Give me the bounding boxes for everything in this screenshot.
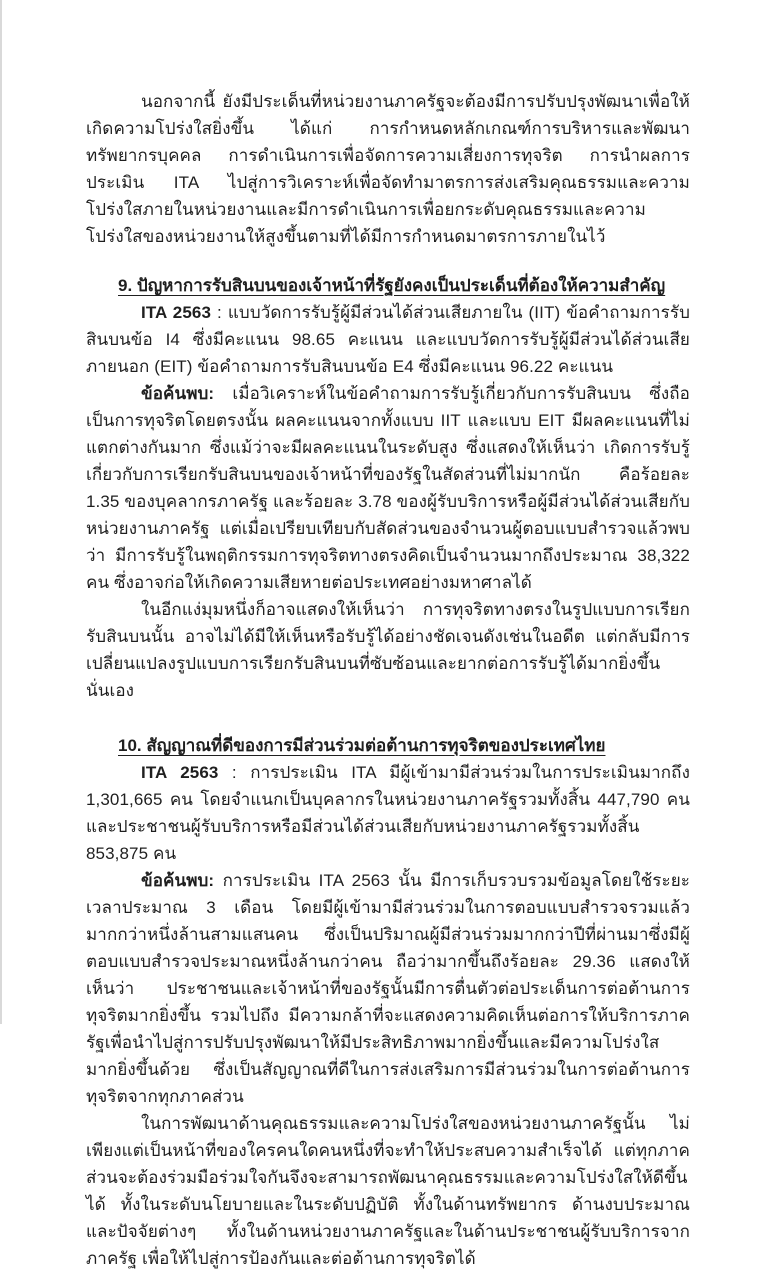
section-10-heading — [86, 732, 690, 759]
section-9-paragraph-ita — [86, 299, 690, 380]
section-9-ita-text: : แบบวัดการรับรู้ผู้มีส่วนได้ส่วนเสียภายใน (IIT) ข้อคำถามการรับสินบนข้อ I4 ซึ่งมีคะแนน 98.65 คะแนน และแบบวัดการรับรู้ผู้มีส่วนได้ส่วนเสียภายนอก (EIT) ข้อคำถามการรับสินบนข้อ E4 ซึ่งมีคะแนน 96.22 คะแนน — [86, 303, 690, 376]
section-9-ita-label: ITA 2563 — [141, 303, 212, 322]
section-10-paragraph-ita — [86, 759, 690, 867]
section-9-closing-text: ในอีกแง่มุมหนึ่งก็อาจแสดงให้เห็นว่า การทุจริตทางตรงในรูปแบบการเรียกรับสินบนนั้น อาจไม่ได้มีให้เห็นหรือรับรู้ได้อย่างชัดเจนดังเช่นในอดีต แต่กลับมีการเปลี่ยนแปลงรูปแบบการเรียกรับสินบนที่ซับซ้อนและยากต่อการรับรู้ได้มากยิ่งขึ้นนั่นเอง — [86, 600, 690, 700]
section-10-findings-text: การประเมิน ITA 2563 นั้น มีการเก็บรวบรวมข้อมูลโดยใช้ระยะเวลาประมาณ 3 เดือน โดยมีผู้เข้ามามีส่วนร่วมในการตอบแบบสำรวจรวมแล้วมากกว่าหนึ่งล้านสามแสนคน ซึ่งเป็นปริมาณผู้มีส่วนร่วมมากกว่าปีที่ผ่านมาซึ่งมีผู้ตอบแบบสำรวจประมาณหนึ่งล้านกว่าคน ถือว่ามากขึ้นถึงร้อยละ 29.36 แสดงให้เห็นว่า ประชาชนและเจ้าหน้าที่ของรัฐนั้นมีการตื่นตัวต่อประเด็นการต่อต้านการทุจริตมากยิ่งขึ้น รวมไปถึง มีความกล้าที่จะแสดงความคิดเห็นต่อการให้บริการภาครัฐเพื่อนำไปสู่การปรับปรุงพัฒนาให้มีประสิทธิภาพมากยิ่งขึ้นและมีความโปร่งใสมากยิ่งขึ้นด้วย ซึ่งเป็นสัญญาณที่ดีในการส่งเสริมการมีส่วนร่วมในการต่อต้านการทุจริตจากทุกภาคส่วน — [86, 871, 690, 1106]
section-9-paragraph-findings — [86, 380, 690, 596]
section-9-paragraph-closing — [86, 596, 690, 704]
intro-paragraph-text: นอกจากนี้ ยังมีประเด็นที่หน่วยงานภาครัฐจะต้องมีการปรับปรุงพัฒนาเพื่อให้เกิดความโปร่งใสยิ่งขึ้น ได้แก่ การกำหนดหลักเกณฑ์การบริหารและพัฒนาทรัพยากรบุคคล การดำเนินการเพื่อจัดการความเสี่ยงการทุจริต การนำผลการประเมิน ITA ไปสู่การวิเคราะห์เพื่อจัดทำมาตรการส่งเสริมคุณธรรมและความโปร่งใสภายในหน่วยงานและมีการดำเนินการเพื่อยกระดับคุณธรรมและความโปร่งใสของหน่วยงานให้สูงขึ้นตามที่ได้มีการกำหนดมาตรการภายในไว้ — [86, 92, 690, 246]
section-10-findings-label: ข้อค้นพบ: — [141, 871, 215, 890]
section-9 — [86, 272, 690, 704]
section-9-heading — [86, 272, 690, 299]
section-9-findings-label: ข้อค้นพบ: — [141, 384, 215, 403]
section-10-ita-text: : การประเมิน ITA มีผู้เข้ามามีส่วนร่วมในการประเมินมากถึง 1,301,665 คน โดยจำแนกเป็นบุคลากรในหน่วยงานภาครัฐรวมทั้งสิ้น 447,790 คน และประชาชนผู้รับบริการหรือมีส่วนได้ส่วนเสียกับหน่วยงานภาครัฐรวมทั้งสิ้น 853,875 คน — [86, 763, 690, 863]
intro-paragraph — [86, 88, 690, 250]
section-10-paragraph-findings — [86, 867, 690, 1110]
section-gap — [86, 704, 690, 710]
section-10 — [86, 732, 690, 1272]
section-9-findings-text: เมื่อวิเคราะห์ในข้อคำถามการรับรู้เกี่ยวกับการรับสินบน ซึ่งถือเป็นการทุจริตโดยตรงนั้น ผลคะแนนจากทั้งแบบ IIT และแบบ EIT มีผลคะแนนที่ไม่แตกต่างกันมาก ซึ่งแม้ว่าจะมีผลคะแนนในระดับสูง ซึ่งแสดงให้เห็นว่า เกิดการรับรู้เกี่ยวกับการเรียกรับสินบนของเจ้าหน้าที่ของรัฐในสัดส่วนที่ไม่มากนัก คือร้อยละ 1.35 ของบุคลากรภาครัฐ และร้อยละ 3.78 ของผู้รับบริการหรือผู้มีส่วนได้ส่วนเสียกับหน่วยงานภาครัฐ แต่เมื่อเปรียบเทียบกับสัดส่วนของจำนวนผู้ตอบแบบสำรวจแล้วพบว่า มีการรับรู้ในพฤติกรรมการทุจริตทางตรงคิดเป็นจำนวนมากถึงประมาณ 38,322 คน ซึ่งอาจก่อให้เกิดความเสียหายต่อประเทศอย่างมหาศาลได้ — [86, 384, 690, 592]
section-10-closing-text: ในการพัฒนาด้านคุณธรรมและความโปร่งใสของหน่วยงานภาครัฐนั้น ไม่เพียงแต่เป็นหน้าที่ของใครคนใดคนหนึ่งที่จะทำให้ประสบความสำเร็จได้ แต่ทุกภาคส่วนจะต้องร่วมมือร่วมใจกันจึงจะสามารถพัฒนาคุณธรรมและความโปร่งใสให้ดีขึ้นได้ ทั้งในระดับนโยบายและในระดับปฏิบัติ ทั้งในด้านทรัพยากร ด้านงบประมาณและปัจจัยต่างๆ ทั้งในด้านหน่วยงานภาครัฐและในด้านประชาชนผู้รับบริการจากภาครัฐ เพื่อให้ไปสู่การป้องกันและต่อต้านการทุจริตได้ — [86, 1114, 690, 1268]
section-10-heading-text: 10. สัญญาณที่ดีของการมีส่วนร่วมต่อต้านการทุจริตของประเทศไทย — [118, 736, 606, 755]
section-9-heading-text: 9. ปัญหาการรับสินบนของเจ้าหน้าที่รัฐยังคงเป็นประเด็นที่ต้องให้ความสำคัญ — [118, 276, 666, 295]
section-10-ita-label: ITA 2563 — [141, 763, 219, 782]
section-10-paragraph-closing — [86, 1110, 690, 1272]
